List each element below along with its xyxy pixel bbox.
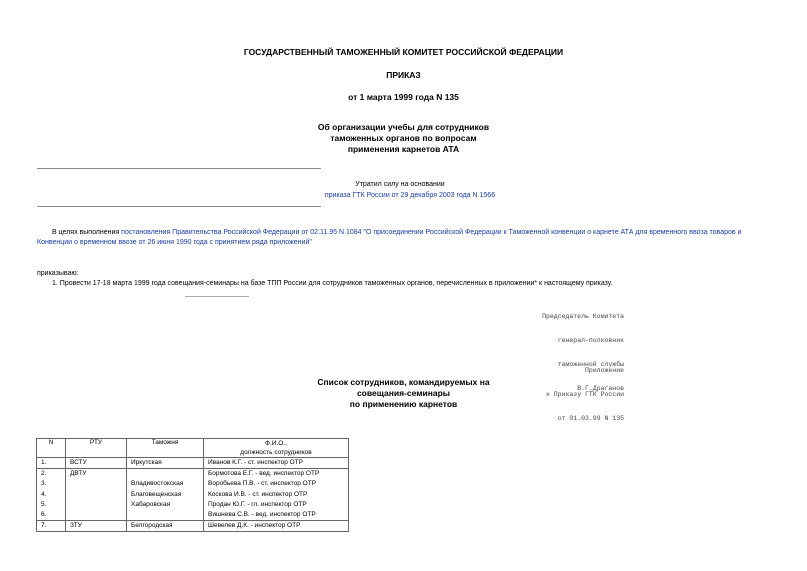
appendix-ref-line: Приложение [584, 367, 624, 374]
cell-person: Иванов К.Г. - ст. инспектор ОТР [204, 458, 349, 469]
preamble-prefix: В целях выполнения [52, 229, 122, 236]
cell-rtu: ЗТУ [66, 521, 127, 532]
cell-customs: Белгородская [127, 521, 204, 532]
cell-rtu: ВСТУ [66, 458, 127, 469]
table-row [37, 500, 349, 510]
committee-heading: ГОСУДАРСТВЕННЫЙ ТАМОЖЕННЫЙ КОМИТЕТ РОССИЙСКОЙ ФЕДЕРАЦИИ [243, 47, 564, 57]
preamble-decree-link[interactable]: постановления Правительства Российской Федерации от 02.11.95 N 1084 "О присоединении Российской Федерации к Таможенной конвенции о карнете АТА для временного ввоза товаров и [121, 229, 742, 236]
signature-line: Председатель Комитета [542, 313, 624, 320]
cell-rtu [66, 490, 127, 500]
cell-customs: Благовещенская [127, 490, 204, 500]
list-title-line-3: по применению карнетов [349, 399, 458, 409]
cell-n: 2. [37, 469, 66, 480]
cell-person: Бормотова Е.Г. - вед. инспектор ОТР [204, 469, 349, 480]
table-row [37, 469, 349, 480]
doc-type-heading: ПРИКАЗ [386, 70, 421, 80]
cell-n: 3. [37, 479, 66, 489]
cell-person: Коскова И.В. - ст. инспектор ОТР [204, 490, 349, 500]
table-row [37, 490, 349, 500]
cell-customs [127, 510, 204, 521]
appendix-ref-line: к Приказу ГТК России [545, 391, 624, 398]
table-row [37, 510, 349, 521]
cell-rtu [66, 479, 127, 489]
header-fio-line-1: Ф.И.О., [265, 440, 287, 447]
order-word: приказываю: [37, 270, 79, 277]
cell-customs: Иркутская [127, 458, 204, 469]
list-title-line-1: Список сотрудников, командируемых на [317, 377, 490, 387]
cell-customs [127, 469, 204, 480]
table-row [37, 521, 349, 532]
preamble-line-1 [52, 229, 741, 236]
table-row [37, 479, 349, 489]
footnote-divider [185, 296, 249, 297]
cell-person: Вишнева С.В. - вед. инспектор ОТР [204, 510, 349, 521]
order-item-1: 1. Провести 17-18 марта 1999 года совещания-семинары на базе ТПП России для сотрудников таможенных органов, перечисленных в приложении* к настоящему приказу. [52, 280, 613, 287]
date-number: от 1 марта 1999 года N 135 [348, 92, 459, 102]
preamble-decree-link-cont[interactable]: Конвенции о временном ввозе от 26 июня 1990 года с принятием ряда приложений" [37, 239, 312, 246]
cell-customs: Владивостокская [127, 479, 204, 489]
cell-rtu [66, 510, 127, 521]
signature-line: генерал-полковник [557, 337, 624, 344]
cell-n: 4. [37, 490, 66, 500]
appendix-ref-line: от 01.03.99 N 135 [557, 415, 624, 422]
staff-table [36, 438, 349, 532]
list-title-line-2: совещания-семинары [356, 388, 451, 398]
header-n: N [37, 439, 66, 458]
cell-n: 5. [37, 500, 66, 510]
cell-rtu: ДВТУ [66, 469, 127, 480]
signature-line: В.Г.Драганов [577, 385, 624, 392]
status-link[interactable]: приказа ГТК России от 29 декабря 2003 года N 1566 [324, 192, 496, 199]
cell-n: 1. [37, 458, 66, 469]
cell-n: 6. [37, 510, 66, 521]
cell-person: Шевелев Д.К. - инспектор ОТР [204, 521, 349, 532]
cell-n: 7. [37, 521, 66, 532]
header-customs: Таможня [127, 439, 204, 458]
title-line-3: применения карнетов АТА [347, 144, 460, 154]
header-fio [204, 439, 349, 458]
table-row [37, 458, 349, 469]
cell-rtu [66, 500, 127, 510]
divider-top [37, 168, 321, 169]
title-line-1: Об организации учебы для сотрудников [317, 122, 490, 132]
title-line-2: таможенных органов по вопросам [330, 133, 477, 143]
signature-line: таможенной службы [557, 361, 624, 368]
cell-person: Воробьева П.В. - ст. инспектор ОТР [204, 479, 349, 489]
table-header-row [37, 439, 349, 458]
divider-bottom [37, 206, 321, 207]
cell-person: Продан Ю.Г. - гл. инспектор ОТР [204, 500, 349, 510]
header-rtu: РТУ [66, 439, 127, 458]
status-note: Утратил силу на основании [355, 181, 445, 188]
header-fio-line-2: должность сотрудников [240, 449, 312, 456]
cell-customs: Хабаровская [127, 500, 204, 510]
